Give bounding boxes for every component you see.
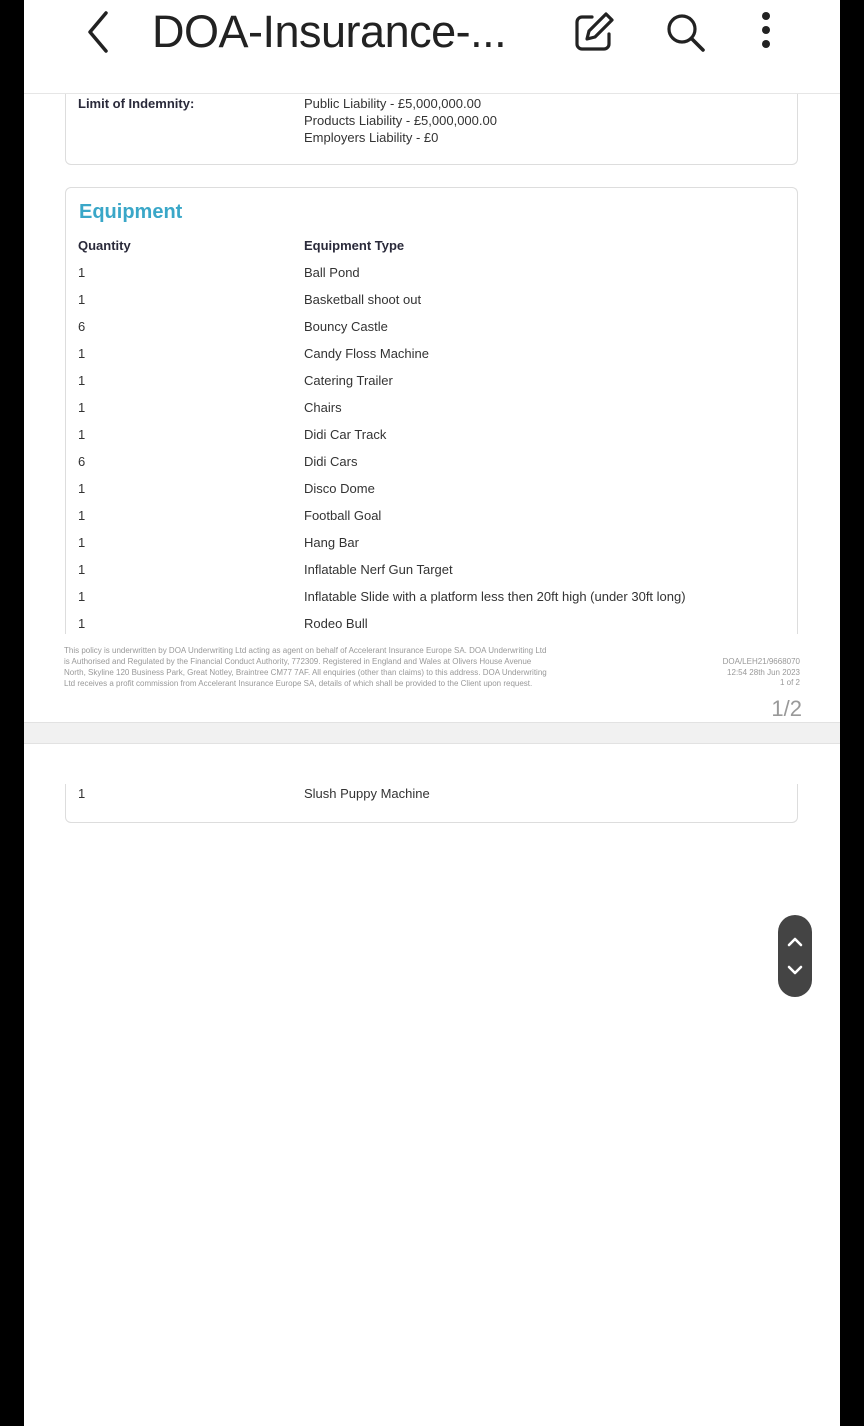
policy-reference-block: [723, 657, 800, 689]
products-liability-text: Products Liability - £5,000,000.00: [304, 113, 497, 128]
footer-line: This policy is underwritten by DOA Underwriting Ltd acting as agent on behalf of Accelerant Insurance Europe SA. DOA Underwriting Ltd: [64, 646, 547, 655]
limit-of-indemnity-label: Limit of Indemnity:: [78, 96, 195, 111]
row-quantity: 1: [78, 400, 86, 415]
app-toolbar: [24, 0, 840, 94]
equipment-card: [65, 187, 798, 634]
footer-line: North, Skyline 120 Business Park, Great Notley, Braintree CM77 7AF. All enquiries (other than claims) to this address. DOA Underwriting: [64, 668, 547, 677]
row-quantity: 1: [78, 508, 86, 523]
row-quantity: 1: [78, 346, 86, 361]
row-equipment-type: Chairs: [304, 400, 342, 415]
row-equipment-type: Inflatable Nerf Gun Target: [304, 562, 453, 577]
row-equipment-type: Hang Bar: [304, 535, 359, 550]
row-equipment-type: Basketball shoot out: [304, 292, 422, 307]
page-scroller: [778, 915, 812, 997]
search-button[interactable]: [661, 8, 709, 56]
row-quantity: 6: [78, 454, 86, 469]
row-quantity: 1: [78, 481, 86, 496]
row-equipment-type: Candy Floss Machine: [304, 346, 429, 361]
back-button[interactable]: [80, 10, 124, 54]
row-equipment-type: Bouncy Castle: [304, 319, 388, 334]
document-title[interactable]: DOA-Insurance-...: [152, 6, 507, 57]
pdf-viewer-screen: [24, 0, 840, 1426]
public-liability-text: Public Liability - £5,000,000.00: [304, 96, 482, 111]
edit-icon: [570, 8, 618, 56]
page-separator: [24, 722, 840, 744]
row-quantity: 1: [78, 427, 86, 442]
row-quantity: 1: [78, 616, 86, 631]
row-quantity: 6: [78, 319, 86, 334]
equipment-type-column-header: Equipment Type: [304, 238, 405, 253]
row-equipment-type: Didi Cars: [304, 454, 358, 469]
row-equipment-type: Ball Pond: [304, 265, 360, 280]
row-equipment-type: Didi Car Track: [304, 427, 387, 442]
row-equipment-type: Disco Dome: [304, 481, 375, 496]
row-quantity: 1: [78, 373, 86, 388]
row-quantity: 1: [78, 562, 86, 577]
more-options-button[interactable]: [742, 8, 790, 56]
footer-line: Ltd receives a profit commission from Accelerant Insurance Europe SA, details of which shall be provided to the Client upon request.: [64, 679, 533, 688]
next-page-button[interactable]: [778, 953, 812, 991]
chevron-down-icon: [778, 953, 812, 991]
policy-timestamp: 12:54 28th Jun 2023: [727, 667, 800, 677]
footer-line: is Authorised and Regulated by the Financial Conduct Authority, 772309. Registered in England and Wales at Olivers House Avenue: [64, 657, 532, 666]
row-equipment-type: Slush Puppy Machine: [304, 786, 430, 801]
row-equipment-type: Inflatable Slide with a platform less then 20ft high (under 30ft long): [304, 589, 686, 604]
row-equipment-type: Rodeo Bull: [304, 616, 368, 631]
row-quantity: 1: [78, 589, 86, 604]
row-quantity: 1: [78, 265, 86, 280]
equipment-card-continued: [65, 784, 798, 823]
row-equipment-type: Catering Trailer: [304, 373, 393, 388]
row-quantity: 1: [78, 292, 86, 307]
policy-reference: DOA/LEH21/9668070: [722, 657, 800, 666]
policy-page-of: 1 of 2: [779, 678, 800, 687]
row-quantity: 1: [78, 786, 86, 801]
policy-footer-text: [64, 645, 644, 689]
search-icon: [661, 8, 709, 56]
quantity-column-header: Quantity: [78, 238, 131, 253]
more-vertical-icon: [742, 8, 790, 56]
chevron-left-icon: [80, 10, 124, 54]
page-indicator: 1/2: [771, 696, 802, 721]
employers-liability-text: Employers Liability - £0: [304, 130, 439, 145]
equipment-heading: Equipment: [79, 201, 183, 223]
edit-button[interactable]: [570, 8, 618, 56]
row-equipment-type: Football Goal: [304, 508, 382, 523]
row-quantity: 1: [78, 535, 86, 550]
